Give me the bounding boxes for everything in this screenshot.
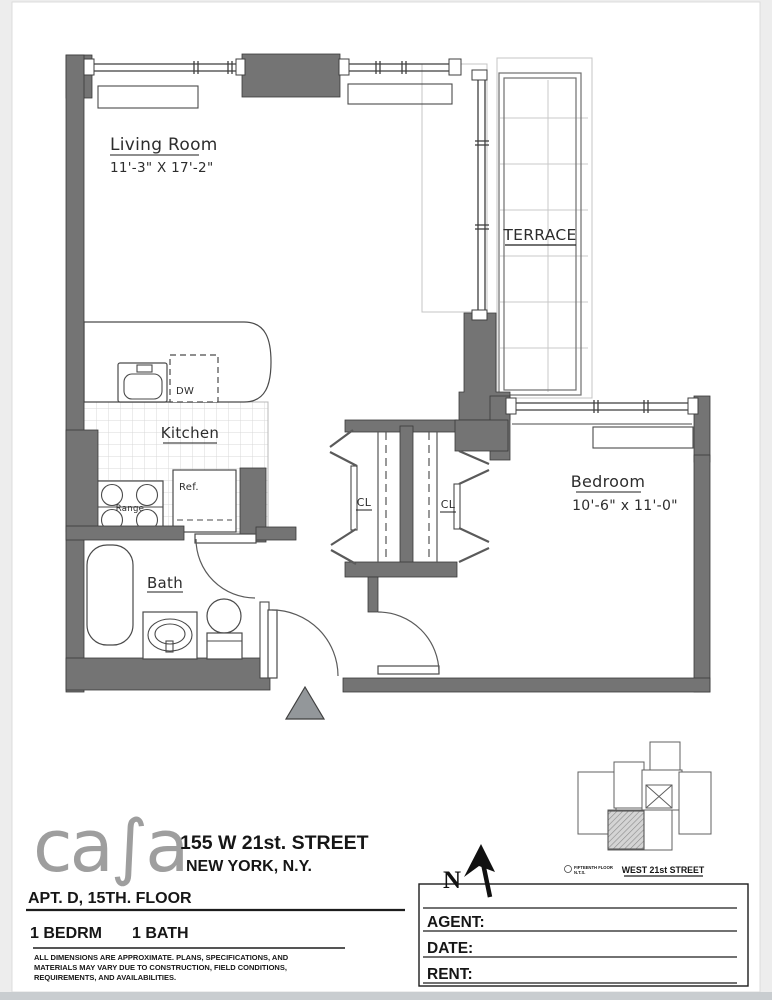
refrigerator-label: Ref. [179,482,199,493]
keyplan-floor-note: FIFTEENTH FLOOR [574,865,613,870]
bedroom-count: 1 BEDRM [30,925,103,942]
terrace-label: TERRACE [503,226,577,244]
range-label: Range [115,504,145,514]
bedroom-dimensions: 10'-6" x 11'-0" [572,498,678,514]
photo-edge-band [0,992,772,1000]
rent-label: RENT: [427,966,473,983]
north-label: N [443,867,462,894]
bath-count: 1 BATH [132,925,189,942]
address-line1: 155 W 21st. STREET [180,832,369,854]
agent-label: AGENT: [427,914,485,931]
date-label: DATE: [427,940,474,957]
bath-label: Bath [146,574,184,592]
apartment-line: APT. D, 15TH. FLOOR [28,890,192,907]
refrigerator [173,470,236,532]
disclaimer-line2: MATERIALS MAY VARY DUE TO CONSTRUCTION, FIELD CONDITIONS, [34,963,287,972]
kitchen-label: Kitchen [160,424,220,442]
toilet-bowl [207,599,241,633]
closet-left-label: CL [356,496,372,509]
dishwasher-label: DW [176,386,195,397]
toilet-tank [207,633,242,659]
casa-logo: ca∫a [33,804,187,888]
bath-door-leaf [195,534,256,543]
living-room-dimensions: 11'-3" X 17'-2" [110,160,214,176]
entry-door-leaf [268,610,277,678]
disclaimer-line1: ALL DIMENSIONS ARE APPROXIMATE. PLANS, SPECIFICATIONS, AND [34,953,289,962]
bedroom-door-leaf [378,666,439,674]
closet-right-label: CL [440,498,456,511]
address-line2: NEW YORK, N.Y. [186,858,312,875]
keyplan-scale-note: N.T.S. [574,870,586,875]
bedroom-label: Bedroom [570,472,646,491]
living-room-label: Living Room [110,135,218,155]
keyplan-street-label: WEST 21st STREET [621,865,705,875]
apartment-location-highlight [608,811,644,849]
disclaimer-line3: REQUIREMENTS, AND AVAILABILITIES. [34,973,177,982]
bathtub [87,545,133,645]
